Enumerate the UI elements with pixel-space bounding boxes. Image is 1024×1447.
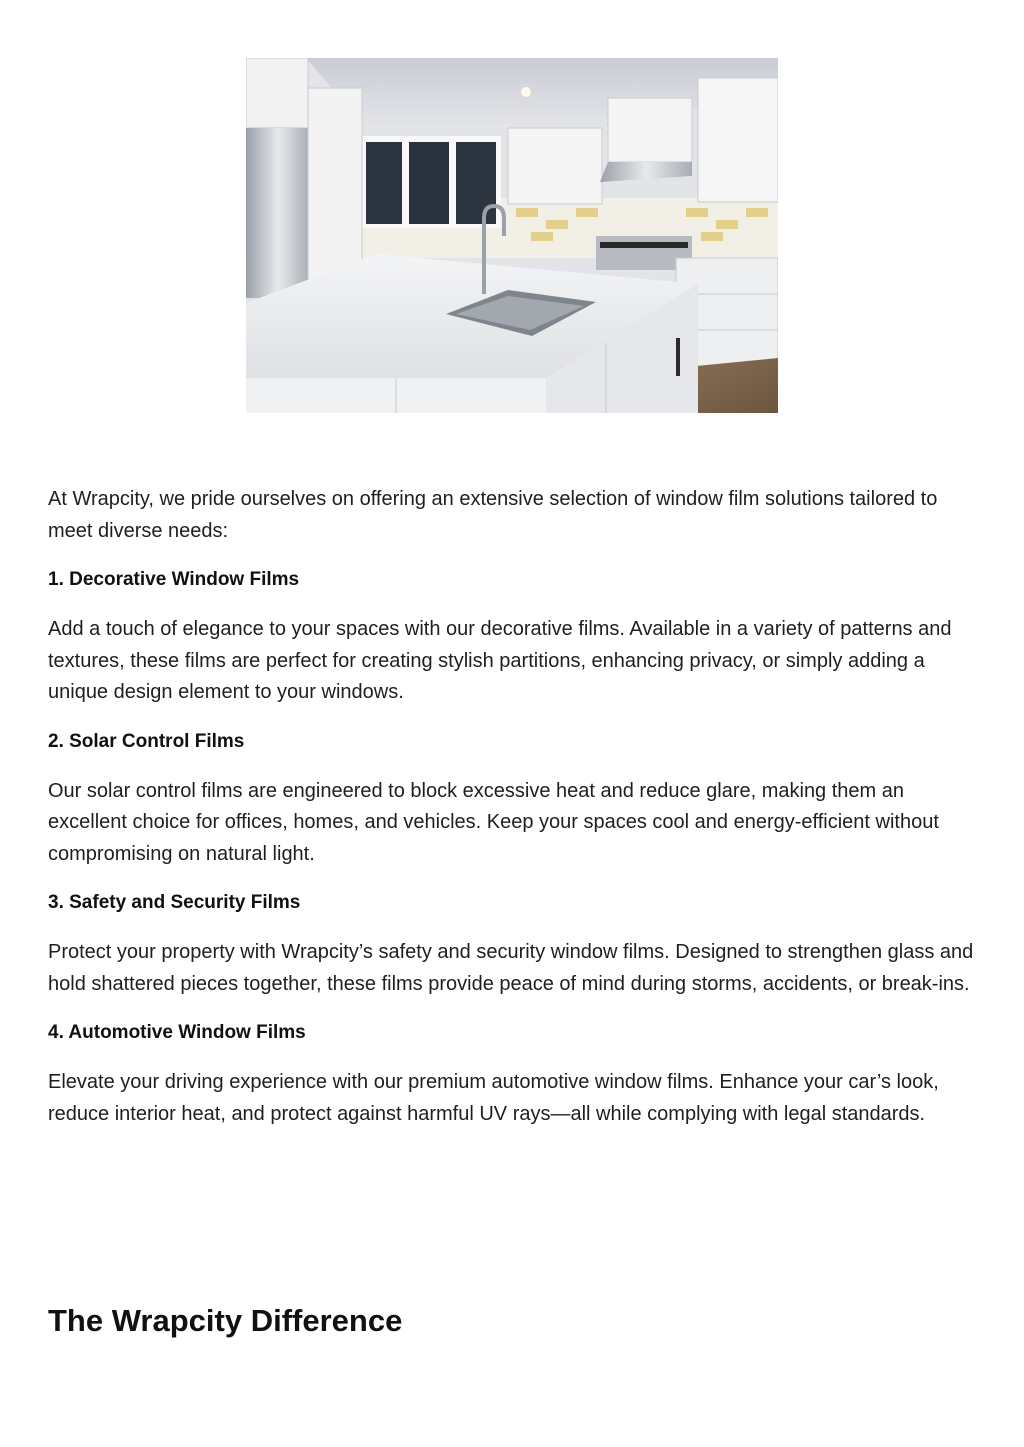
kitchen-illustration: [246, 58, 778, 413]
item-title-safety: 3. Safety and Security Films: [48, 892, 301, 913]
intro-paragraph: At Wrapcity, we pride ourselves on offering an extensive selection of window film solutions tailored to meet diverse needs:: [48, 488, 938, 542]
item-text-decorative: Add a touch of elegance to your spaces with our decorative films. Available in a variety of patterns and textures, these films are perfect for creating stylish partitions, enhancing privacy, or simply adding a unique design element to your windows.: [48, 618, 952, 703]
item-title-solar: 2. Solar Control Films: [48, 730, 245, 752]
item-title-automotive: 4. Automotive Window Films: [48, 1022, 306, 1043]
item-text-safety: Protect your property with Wrapcity’s safety and security window films. Designed to strengthen glass and hold shattered pieces together, these films provide peace of mind during storms, accidents, or break-ins.: [48, 941, 974, 995]
kitchen-photo: [246, 58, 778, 413]
item-text-automotive: Elevate your driving experience with our premium automotive window films. Enhance your car’s look, reduce interior heat, and protect against harmful UV rays—all while complying with legal standards.: [48, 1071, 939, 1125]
item-title-decorative: 1. Decorative Window Films: [48, 569, 300, 590]
article-body: [48, 484, 983, 1150]
item-text-solar: Our solar control films are engineered to block excessive heat and reduce glare, making them an excellent choice for offices, homes, and vehicles. Keep your spaces cool and energy-efficient without compromising on natural light.: [48, 779, 939, 865]
section-heading: The Wrapcity Difference: [48, 1303, 403, 1338]
